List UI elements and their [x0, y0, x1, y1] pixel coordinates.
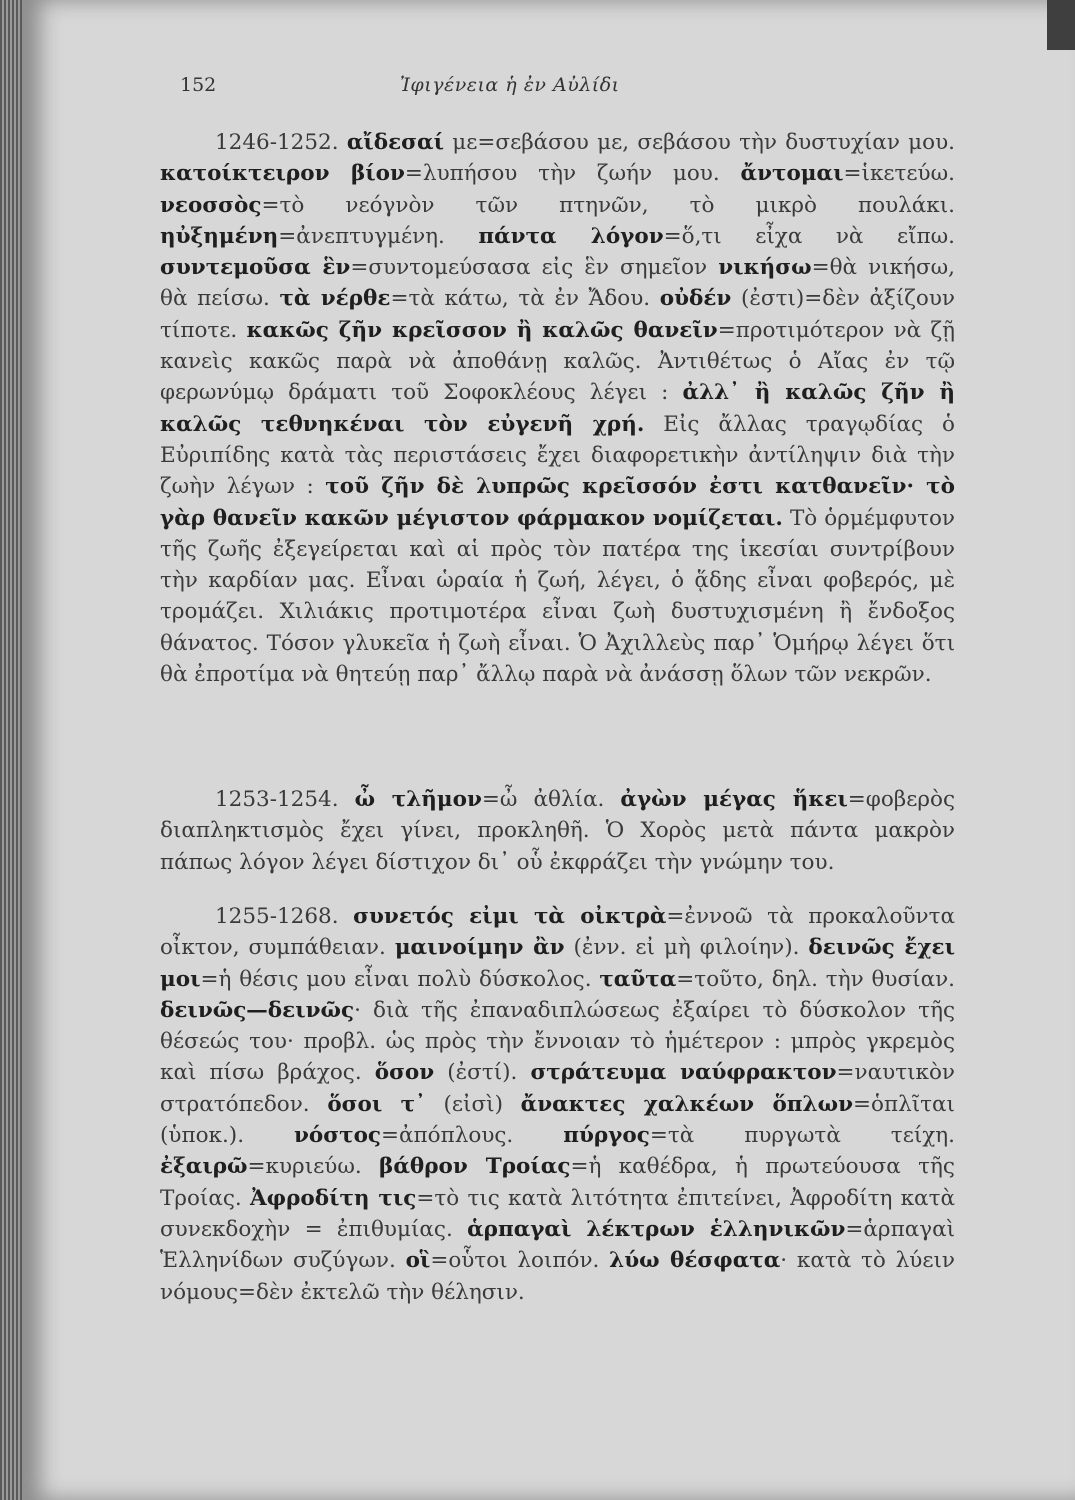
- lemma-term: αἴδεσαί: [346, 130, 444, 155]
- lemma-term: ἁρπαγαὶ λέκτρων ἑλληνικῶν: [467, 1216, 846, 1242]
- gloss-text: =τὸ νεόγνὸν τῶν πτηνῶν, τὸ μικρὸ πουλάκι.: [261, 192, 955, 218]
- lemma-term: πύργος: [563, 1123, 650, 1149]
- gloss-text: (ἐστι)=δὲν ἀξίζουν τίποτε.: [160, 286, 956, 343]
- line-reference: 1255-1268.: [215, 904, 339, 929]
- gloss-text: =προτιμότερον νὰ ζῇ κανεὶς κακῶς παρὰ νὰ ἀποθάνῃ καλῶς. Ἀντιθέτως ὁ Αἴας ἐν τῷ φερωνύμῳ δράματι τοῦ Σοφοκλέους λέγει :: [160, 317, 955, 406]
- lemma-term: ὅσον: [374, 1060, 435, 1086]
- gloss-text: =ἀπόπλους.: [381, 1123, 564, 1149]
- gloss-text: =ἡ θέσις μου εἶναι πολὺ δύσκολος.: [200, 966, 600, 992]
- lemma-term: ὦ τλῆμον: [354, 787, 482, 812]
- gloss-text: (ἐνν. εἰ μὴ φιλοίην).: [564, 935, 809, 961]
- lemma-term: ἄνακτες χαλκέων ὅπλων: [520, 1091, 853, 1117]
- lemma-term: κακῶς ζῆν κρεῖσσον ἢ καλῶς θανεῖν: [246, 317, 718, 343]
- lemma-term: κατοίκτειρον βίον: [160, 161, 405, 187]
- lemma-term: ὅσοι τ᾽: [327, 1091, 426, 1117]
- line-reference: 1253-1254.: [215, 787, 339, 812]
- lemma-term: ηὐξημένη: [160, 223, 279, 249]
- gloss-text: =θὰ νικήσω, θὰ πείσω.: [160, 255, 955, 312]
- lemma-term: οὐδέν: [659, 286, 732, 312]
- commentary-paragraph-1255-1268: [160, 901, 955, 1308]
- lemma-term: συνετός εἰμι τὰ οἰκτρὰ: [353, 904, 667, 929]
- lemma-term: ἀγὼν μέγας ἥκει: [620, 787, 848, 812]
- gloss-text: · κατὰ τὸ λύειν νόμους=δὲν ἐκτελῶ τὴν θέλησιν.: [160, 1248, 955, 1305]
- lemma-term: ἀλλ᾽ ἢ καλῶς ζῆν ἢ καλῶς τεθνηκέναι τὸν εὐγενῆ χρή.: [160, 380, 955, 437]
- line-reference: 1246-1252.: [215, 130, 339, 155]
- gloss-text: (εἰσὶ): [425, 1091, 521, 1117]
- lemma-term: στράτευμα ναύφρακτον: [530, 1060, 837, 1086]
- gloss-text: · διὰ τῆς ἐπαναδιπλώσεως ἐξαίρει τὸ δύσκολον τῆς θέσεώς του· προβλ. ὡς πρὸς τὴν ἔννοιαν τὸ ἡμέτερον : μπρὸς γκρεμὸς καὶ πίσω βράχος.: [160, 997, 955, 1086]
- gloss-text: =ἁρπαγαὶ Ἑλληνίδων συζύγων.: [160, 1216, 956, 1274]
- lemma-term: ἄντομαι: [740, 161, 844, 187]
- lemma-term: συντεμοῦσα ἓν: [160, 255, 351, 281]
- gloss-text: =τοῦτο, δηλ. τὴν θυσίαν.: [676, 966, 955, 992]
- lemma-term: ἐξαιρῶ: [160, 1154, 248, 1180]
- gloss-text: =λυπήσου τὴν ζωήν μου.: [404, 161, 741, 187]
- lemma-term: δεινῶς ἔχει μοι: [160, 935, 956, 992]
- page-header: [165, 74, 965, 104]
- gloss-text: =ἐννοῶ τὰ προκαλοῦντα οἶκτον, συμπάθειαν.: [160, 904, 956, 961]
- lemma-term: τὰ νέρθε: [279, 286, 391, 312]
- gloss-text: =οὗτοι λοιπόν.: [430, 1248, 610, 1274]
- page-number: 152: [180, 74, 217, 96]
- gloss-text: =τὰ πυργωτὰ τείχη.: [649, 1123, 955, 1149]
- book-page-edge: [0, 0, 22, 1500]
- lemma-term: βάθρον Τροίας: [379, 1154, 571, 1180]
- lemma-term: οἳ: [405, 1248, 431, 1274]
- gloss-text: (ἐστί).: [434, 1060, 531, 1086]
- scan-corner-shadow: [1047, 0, 1075, 50]
- commentary-text: [160, 904, 955, 1305]
- lemma-term: νεοσσὸς: [160, 192, 262, 218]
- lemma-term: νικήσω: [718, 255, 812, 281]
- gloss-text: =ἱκετεύω.: [843, 161, 955, 187]
- gloss-text: =φοβερὸς διαπληκτισμὸς ἔχει γίνει, προκληθῆ. Ὁ Χορὸς μετὰ πάντα μακρὸν πάπως λόγον λέγει δίστιχον δι᾽ οὗ ἐκφράζει τὴν γνώμην του.: [160, 787, 956, 875]
- gloss-text: με=σεβάσου με, σεβάσου τὴν δυστυχίαν μου.: [443, 130, 955, 155]
- lemma-term: νόστος: [294, 1123, 382, 1149]
- lemma-term: μαινοίμην ἂν: [394, 935, 565, 961]
- lemma-term: λύω θέσφατα: [609, 1248, 781, 1274]
- gloss-text: Εἰς ἄλλας τραγῳδίας ὁ Εὐριπίδης κατὰ τὰς περιστάσεις ἔχει διαφορετικὴν ἀντίληψιν διὰ τὴν ζωὴν λέγων :: [160, 411, 955, 500]
- lemma-term: Ἀφροδίτη τις: [249, 1185, 417, 1211]
- gloss-text: =ὁπλῖται (ὑποκ.).: [160, 1091, 955, 1149]
- commentary-text: [160, 130, 955, 687]
- gloss-text: =ὦ ἀθλία.: [481, 787, 621, 812]
- lemma-term: πάντα λόγον: [478, 223, 664, 249]
- gloss-text: =ναυτικὸν στρατόπεδον.: [160, 1060, 955, 1117]
- lemma-term: ταῦτα: [599, 966, 677, 992]
- commentary-paragraph-1253-1254: [160, 784, 955, 878]
- gloss-text: Τὸ ὁρμέμφυτον τῆς ζωῆς ἐξεγείρεται καὶ αἱ πρὸς τὸν πατέρα της ἱκεσίαι συντρίβουν τὴν καρδίαν μας. Εἶναι ὡραία ἡ ζωή, λέγει, ὁ ᾅδης εἶναι φοβερός, μὲ τρομάζει. Χιλιάκις προτιμοτέρα εἶναι ζωὴ δυστυχισμένη ἢ ἔνδοξος θάνατος. Τόσον γλυκεῖα ἡ ζωὴ εἶναι. Ὁ Ἀχιλλεὺς παρ᾽ Ὁμήρῳ λέγει ὅτι θὰ ἐπροτίμα νὰ θητεύῃ παρ᾽ ἄλλῳ παρὰ νὰ ἀνάσσῃ ὅλων τῶν νεκρῶν.: [160, 505, 955, 688]
- lemma-term: τοῦ ζῆν δὲ λυπρῶς κρεῖσσόν ἐστι κατθανεῖν· τὸ γὰρ θανεῖν κακῶν μέγιστον φάρμακον νομίζεται.: [160, 474, 955, 531]
- gloss-text: =ἀνεπτυγμένη.: [278, 223, 479, 249]
- commentary-paragraph-1246-1252: [160, 127, 955, 690]
- gloss-text: =ὅ,τι εἶχα νὰ εἴπω.: [663, 223, 956, 249]
- gloss-text: =συντομεύσασα εἰς ἓν σημεῖον: [350, 255, 719, 281]
- gloss-text: =τὸ τις κατὰ λιτότητα ἐπιτείνει, Ἀφροδίτη κατὰ συνεκδοχὴν = ἐπιθυμίας.: [160, 1185, 955, 1242]
- running-title: Ἰφιγένεια ἡ ἐν Αὐλίδι: [400, 74, 620, 96]
- lemma-term: δεινῶς—δεινῶς: [160, 997, 355, 1023]
- gloss-text: =κυριεύω.: [247, 1154, 380, 1180]
- gloss-text: =ἡ καθέδρα, ἡ πρωτεύουσα τῆς Τροίας.: [160, 1154, 955, 1211]
- gloss-text: =τὰ κάτω, τὰ ἐν Ἄδου.: [390, 286, 660, 312]
